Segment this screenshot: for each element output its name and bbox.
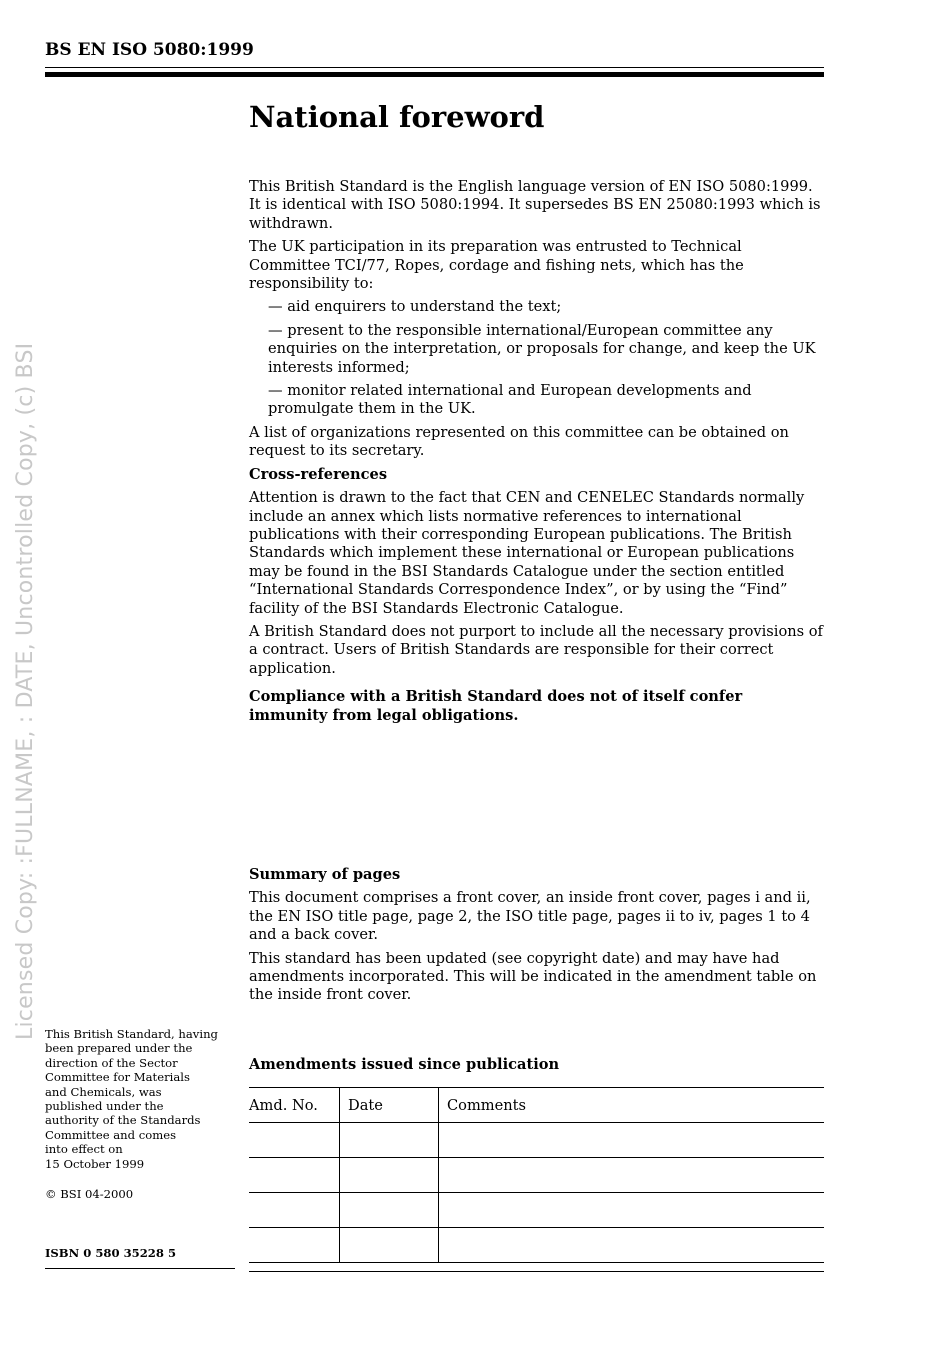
column-header-comments: Comments: [439, 1088, 825, 1123]
summary-paragraph: This document comprises a front cover, an inside front cover, pages i and ii, the EN ISO title page, page 2, the ISO title page, pages ii to iv, pages 1 to 4 and a back cover.: [249, 889, 811, 944]
responsibility-item: — aid enquirers to understand the text;: [268, 298, 562, 316]
document-code: BS EN ISO 5080:1999: [45, 40, 254, 60]
header-thin-rule: [45, 67, 824, 68]
committee-paragraph: The UK participation in its preparation was entrusted to Technical Committee TCI/77, Ropes, cordage and fishing nets, which has the responsibility to:: [249, 238, 744, 293]
table-cell: [340, 1193, 439, 1228]
table-cell: [340, 1158, 439, 1193]
publication-note-line: into effect on: [45, 1142, 123, 1157]
table-cell: [340, 1123, 439, 1158]
header-thick-rule: [45, 72, 824, 77]
table-cell: [249, 1123, 340, 1158]
table-cell: [249, 1228, 340, 1263]
amendments-table: [249, 1087, 824, 1263]
column-header-date: Date: [340, 1088, 439, 1123]
publication-note-line: published under the: [45, 1099, 164, 1114]
table-row: [249, 1158, 824, 1193]
publication-note-line: been prepared under the: [45, 1041, 193, 1056]
copyright-notice: © BSI 04-2000: [45, 1187, 134, 1201]
table-cell: [249, 1193, 340, 1228]
responsibility-item: — monitor related international and European developments and promulgate them in the UK.: [268, 382, 752, 418]
isbn: ISBN 0 580 35228 5: [45, 1246, 177, 1260]
publication-note-line: This British Standard, having: [45, 1027, 218, 1041]
organizations-paragraph: A list of organizations represented on this committee can be obtained on request to its secretary.: [249, 423, 789, 460]
publication-note-line: direction of the Sector: [45, 1055, 178, 1070]
publication-note-line: and Chemicals, was: [45, 1084, 162, 1099]
cross-references-paragraph: Attention is drawn to the fact that CEN and CENELEC Standards normally include an annex which lists normative references to international publications with their corresponding European publications. The British Standards which implement these international or European publications may be found in the BSI Standards Catalogue under the section entitled “International Standards Correspondence Index”, or by using the “Find” facility of the BSI Standards Electronic Catalogue.: [249, 489, 805, 617]
table-cell: [340, 1228, 439, 1263]
provisions-paragraph: A British Standard does not purport to include all the necessary provisions of a contract. Users of British Standards are responsible for their correct application.: [249, 622, 823, 677]
summary-heading: Summary of pages: [249, 866, 401, 883]
table-cell: [249, 1158, 340, 1193]
table-cell: [439, 1193, 825, 1228]
publication-note-line: Committee and comes: [45, 1127, 177, 1142]
publication-note-line: authority of the Standards: [45, 1113, 201, 1128]
table-cell: [439, 1123, 825, 1158]
foreword-body: [249, 178, 824, 730]
footer-rule: [249, 1271, 824, 1272]
responsibility-item: — present to the responsible international/European committee any enquiries on the interpretation, or proposals for change, and keep the UK interests informed;: [268, 321, 816, 376]
intro-paragraph: This British Standard is the English language version of EN ISO 5080:1999. It is identical with ISO 5080:1994. It supersedes BS EN 25080:1993 which is withdrawn.: [249, 178, 821, 232]
footer-left-rule: [45, 1268, 235, 1269]
table-header-row: [249, 1088, 824, 1123]
publication-note-line: 15 October 1999: [45, 1156, 145, 1171]
cross-references-heading: Cross-references: [249, 465, 388, 483]
watermark: Licensed Copy: :FULLNAME, : DATE, Uncontrolled Copy, (c) BSI: [13, 342, 38, 1040]
publication-note: [45, 1027, 230, 1171]
table-row: [249, 1123, 824, 1158]
table-cell: [439, 1158, 825, 1193]
publication-note-line: Committee for Materials: [45, 1070, 190, 1085]
column-header-amd-no: Amd. No.: [249, 1088, 340, 1123]
amendments-heading: Amendments issued since publication: [249, 1056, 560, 1073]
update-paragraph: This standard has been updated (see copyright date) and may have had amendments incorporated. This will be indicated in the amendment table on the inside front cover.: [249, 949, 817, 1004]
table-row: [249, 1193, 824, 1228]
compliance-statement: Compliance with a British Standard does not of itself confer immunity from legal obligations.: [249, 688, 743, 724]
summary-section: [249, 866, 824, 1010]
table-cell: [439, 1228, 825, 1263]
page-title: National foreword: [249, 100, 545, 134]
table-row: [249, 1228, 824, 1263]
